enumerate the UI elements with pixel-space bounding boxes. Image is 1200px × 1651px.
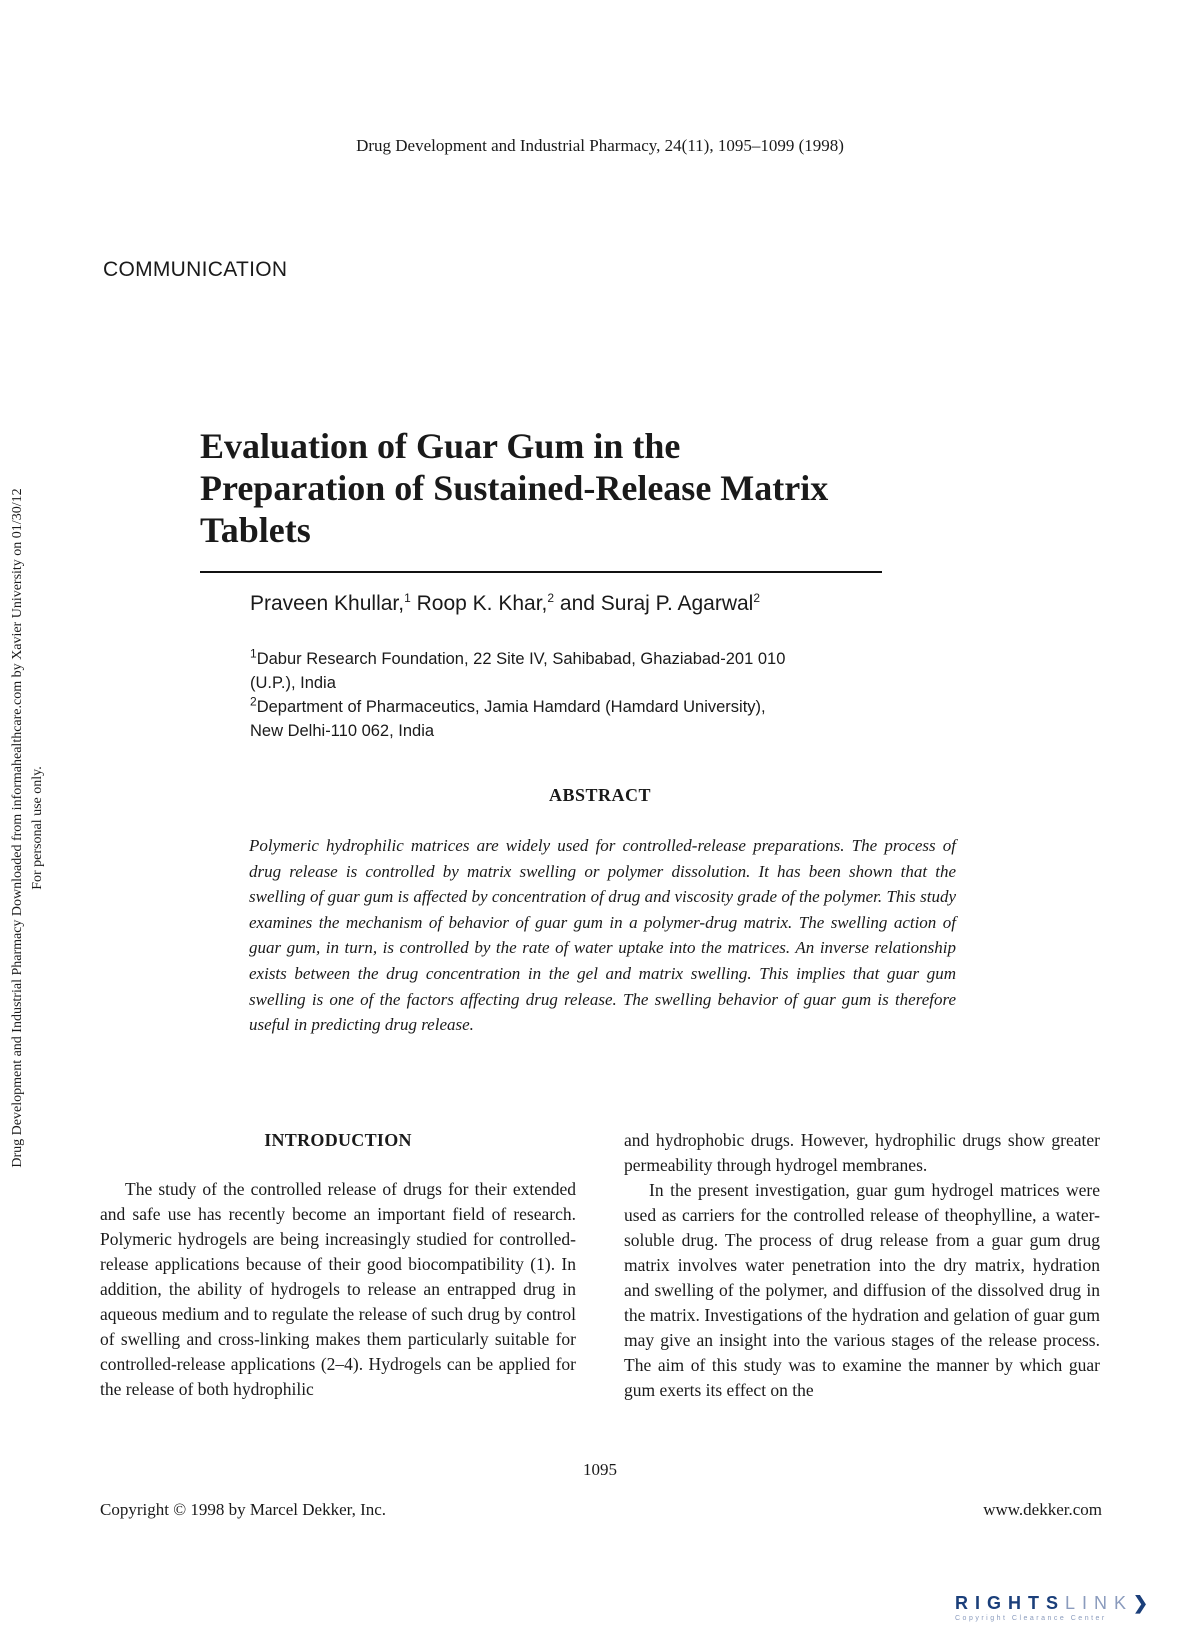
abstract-heading: ABSTRACT bbox=[548, 785, 652, 805]
author-2-affil: 2 bbox=[547, 591, 555, 605]
intro-paragraph-1-continued: and hydrophobic drugs. However, hydrophilic drugs show greater permeability through hydrogel membranes. bbox=[624, 1130, 1100, 1175]
article-title bbox=[200, 425, 900, 551]
abstract-text: Polymeric hydrophilic matrices are widely used for controlled-release preparations. The process of drug release is controlled by matrix swelling or polymer dissolution. It has been shown that the swelling of guar gum is affected by concentration of drug and viscosity grade of the polymer. This study examines the mechanism of behavior of guar gum in a polymer-drug matrix. The swelling action of guar gum, in turn, is controlled by the rate of water uptake into the matrices. An inverse relationship exists between the drug concentration in the gel and matrix swelling. This implies that guar gum swelling is one of the factors affecting drug release. The swelling behavior of guar gum is therefore useful in predicting drug release. bbox=[249, 836, 956, 1035]
watermark-line-2: For personal use only. bbox=[30, 766, 45, 890]
copyright-notice: Copyright © 1998 by Marcel Dekker, Inc. bbox=[100, 1500, 387, 1519]
intro-paragraph-2: In the present investigation, guar gum hydrogel matrices were used as carriers for the controlled release of theophylline, a water-soluble drug. The process of drug release from a guar gum drug matrix involves water penetration into the dry matrix, hydration and swelling of the polymer, and diffusion of the dissolved drug in the matrix. Investigations of the hydration and gelation of guar gum may give an insight into the various stages of the release process. The aim of this study was to examine the manner by which guar gum exerts its effect on the bbox=[624, 1180, 1100, 1400]
author-list bbox=[250, 592, 760, 616]
section-label: COMMUNICATION bbox=[103, 258, 288, 281]
rightslink-wordmark bbox=[955, 1593, 1180, 1614]
affiliation-1-line-1: Dabur Research Foundation, 22 Site IV, Sahibabad, Ghaziabad-201 010 bbox=[256, 650, 786, 668]
affiliation-1-line-2: (U.P.), India bbox=[250, 674, 336, 692]
journal-citation: Drug Development and Industrial Pharmacy, 24(11), 1095–1099 (1998) bbox=[356, 136, 844, 155]
introduction-heading: INTRODUCTION bbox=[264, 1130, 412, 1150]
page-number: 1095 bbox=[583, 1460, 617, 1479]
author-1: Praveen Khullar, bbox=[250, 592, 405, 615]
affiliation-1-marker: 1 bbox=[250, 646, 257, 661]
body-column-right bbox=[624, 1128, 1100, 1403]
author-3: and Suraj P. Agarwal bbox=[559, 592, 754, 615]
author-2: Roop K. Khar, bbox=[416, 592, 548, 615]
affiliation-2-line-2: New Delhi-110 062, India bbox=[250, 722, 435, 740]
title-line-2: Preparation of Sustained-Release Matrix bbox=[200, 468, 829, 508]
affiliation-2-line-1: Department of Pharmaceutics, Jamia Hamdard (Hamdard University), bbox=[256, 698, 766, 716]
publisher-website: www.dekker.com bbox=[983, 1500, 1102, 1519]
title-line-1: Evaluation of Guar Gum in the bbox=[200, 426, 681, 466]
intro-paragraph-1: The study of the controlled release of drugs for their extended and safe use has recently become an important field of research. Polymeric hydrogels are being increasingly studied for controlled-release applications because of their good biocompatibility (1). In addition, the ability of hydrogels to release an entrapped drug in aqueous medium and to regulate the release of such drug by control of swelling and cross-linking makes them particularly suitable for controlled-release applications (2–4). Hydrogels can be applied for the release of both hydrophilic bbox=[100, 1179, 576, 1399]
title-line-3: Tablets bbox=[200, 510, 311, 550]
logo-link: LINK bbox=[1065, 1593, 1134, 1613]
logo-arrow-icon: ❯ bbox=[1133, 1593, 1156, 1613]
title-divider bbox=[200, 571, 882, 573]
rightslink-logo bbox=[955, 1593, 1180, 1633]
download-watermark bbox=[8, 428, 63, 1228]
body-column-left bbox=[100, 1177, 576, 1402]
affiliation-2-marker: 2 bbox=[250, 694, 257, 709]
affiliations bbox=[250, 647, 890, 743]
logo-subtitle: Copyright Clearance Center bbox=[955, 1615, 1107, 1622]
affiliation-1 bbox=[250, 647, 890, 671]
logo-rights: RIGHTS bbox=[955, 1593, 1066, 1613]
author-3-affil: 2 bbox=[753, 591, 761, 605]
watermark-line-1: Drug Development and Industrial Pharmacy Downloaded from informahealthcare.com by Xavier University on 01/30/12 bbox=[10, 488, 25, 1168]
author-1-affil: 1 bbox=[404, 591, 411, 605]
affiliation-2 bbox=[250, 695, 890, 719]
